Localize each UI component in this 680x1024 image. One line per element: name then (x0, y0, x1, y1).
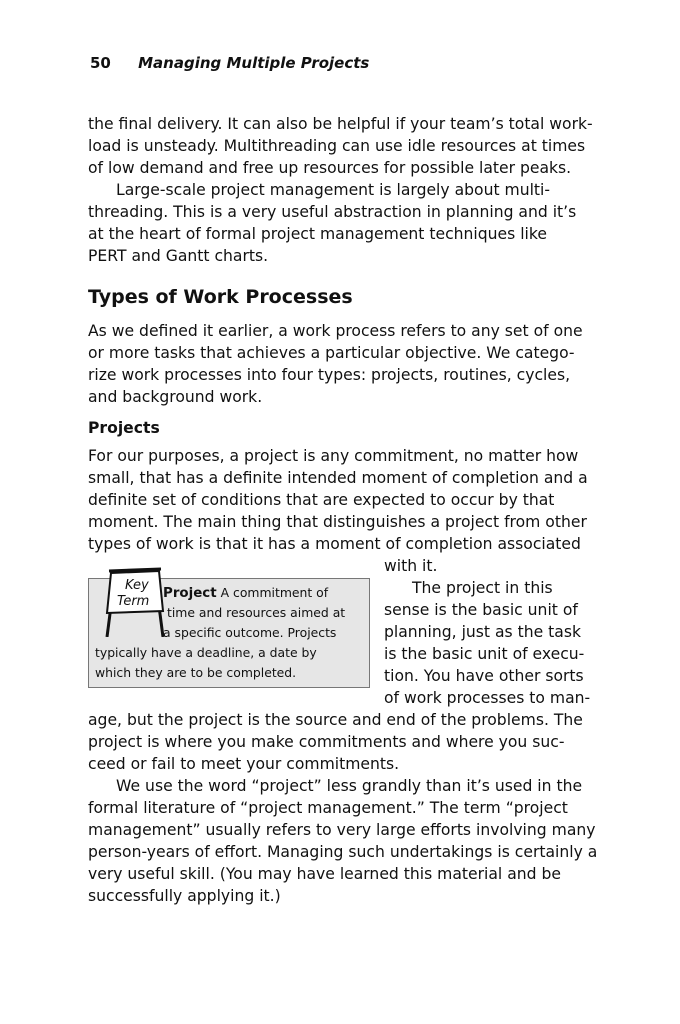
key-term-def-4: typically have a deadline, a date by (95, 645, 317, 660)
text-line: We use the word “project” less grandly than it’s used in the (116, 777, 583, 795)
text-line: management” usually refers to very large efforts involving many (88, 821, 596, 839)
side-paragraph (384, 555, 590, 709)
text-line: small, that has a definite intended moment of completion and a (88, 469, 588, 487)
text-line: with it. (384, 557, 438, 575)
text-line: Large-scale project management is largely about multi- (116, 181, 551, 199)
text-line: of low demand and free up resources for possible later peaks. (88, 159, 572, 177)
text-line: The project in this (412, 579, 553, 597)
text-line: of work processes to man- (384, 689, 591, 707)
text-line: the final delivery. It can also be helpful if your team’s total work- (88, 115, 593, 133)
text-line: tion. You have other sorts (384, 667, 584, 685)
text-line: rize work processes into four types: projects, routines, cycles, (88, 366, 571, 384)
page-number: 50 (90, 54, 111, 72)
key-term-def-5: which they are to be completed. (95, 665, 297, 680)
key-term-def-1: A commitment of (220, 585, 329, 600)
text-line: load is unsteady. Multithreading can use idle resources at times (88, 137, 586, 155)
text-line: or more tasks that achieves a particular objective. We catego- (88, 344, 575, 362)
text-line: planning, just as the task (384, 623, 582, 641)
text-line: types of work is that it has a moment of completion associated (88, 535, 581, 553)
section-paragraph (88, 320, 600, 408)
text-line: very useful skill. (You may have learned this material and be (88, 865, 562, 883)
text-line: sense is the basic unit of (384, 601, 578, 619)
text-line: at the heart of formal project management techniques like (88, 225, 547, 243)
page-header (90, 54, 369, 72)
text-line: As we defined it earlier, a work process refers to any set of one (88, 322, 583, 340)
text-line: PERT and Gantt charts. (88, 247, 269, 265)
text-line: moment. The main thing that distinguishes a project from other (88, 513, 587, 531)
text-line: ceed or fail to meet your commitments. (88, 755, 400, 773)
running-title: Managing Multiple Projects (138, 54, 370, 72)
key-term-def-3: a specific outcome. Projects (163, 625, 337, 640)
subheading: Projects (88, 419, 160, 437)
text-line: and background work. (88, 388, 263, 406)
text-line: threading. This is a very useful abstraction in planning and it’s (88, 203, 577, 221)
text-line: formal literature of “project management.” The term “project (88, 799, 568, 817)
icon-label-key: Key (125, 578, 149, 593)
text-line: project is where you make commitments and where you suc- (88, 733, 565, 751)
section-heading: Types of Work Processes (88, 286, 353, 308)
text-line: For our purposes, a project is any commitment, no matter how (88, 447, 579, 465)
text-line: successfully applying it.) (88, 887, 281, 905)
key-term-line (163, 583, 328, 604)
text-line: person-years of effort. Managing such undertakings is certainly a (88, 843, 598, 861)
projects-paragraph (88, 445, 600, 555)
text-line: definite set of conditions that are expected to occur by that (88, 491, 555, 509)
text-line: is the basic unit of execu- (384, 645, 585, 663)
key-term-word: Project (163, 586, 217, 601)
intro-paragraphs (88, 113, 600, 267)
key-term-flipchart-icon (93, 565, 165, 637)
closing-paragraphs (88, 709, 600, 907)
key-term-def-2: time and resources aimed at (167, 605, 346, 620)
key-term-box (88, 578, 370, 688)
text-line: age, but the project is the source and end of the problems. The (88, 711, 583, 729)
icon-label-term: Term (117, 594, 150, 609)
